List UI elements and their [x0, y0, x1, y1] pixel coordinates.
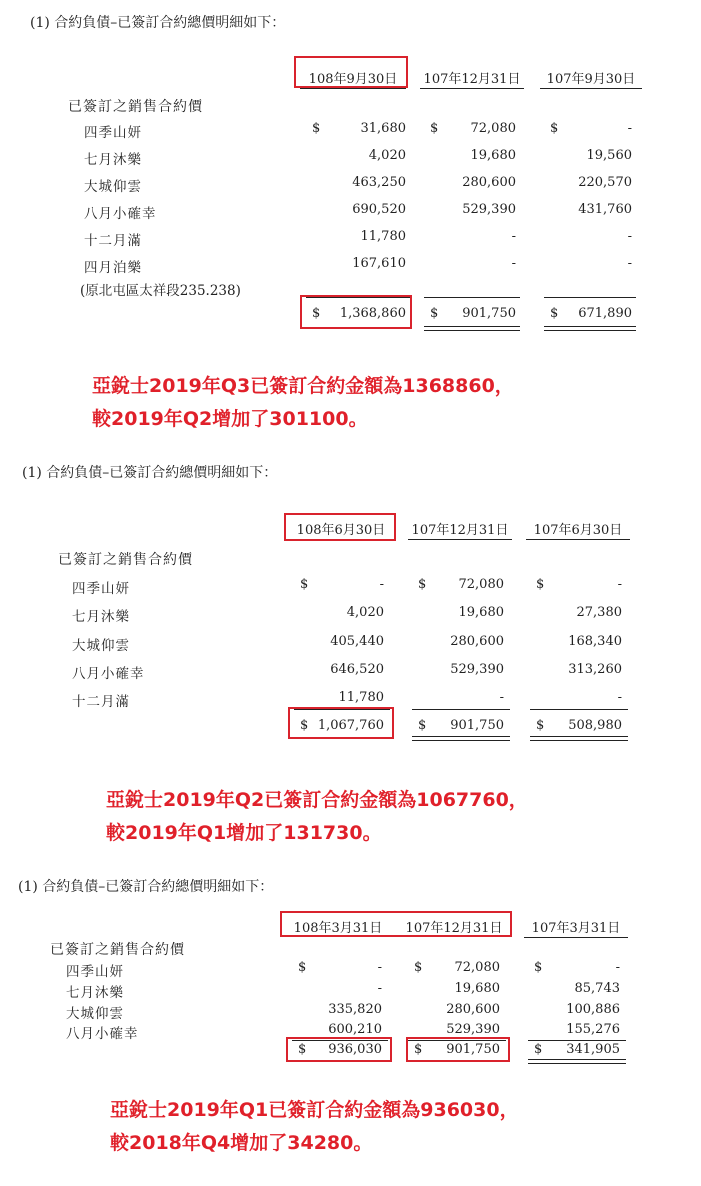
column-header-3: 107年3月31日	[524, 917, 628, 938]
currency-symbol: $	[550, 121, 559, 136]
group-label: 已簽訂之銷售合約價	[58, 552, 193, 568]
row-label: 四季山妍	[66, 964, 124, 980]
column-header-1: 108年6月30日	[288, 519, 394, 540]
section-heading: (1) 合約負債–已簽訂合約總價明細如下：	[22, 465, 278, 481]
cell-value: -	[627, 256, 632, 271]
cell-value: 4,020	[368, 148, 406, 163]
row-label: 八月小確幸	[84, 206, 157, 222]
value-cell	[412, 1002, 504, 1022]
row-label: 七月沐樂	[66, 985, 124, 1001]
currency-symbol: $	[430, 121, 439, 136]
cell-value: 155,276	[566, 1022, 620, 1037]
total-value: 936,030	[328, 1042, 382, 1057]
annotation-line: 亞銳士2019年Q1已簽訂合約金額為936030，	[110, 1099, 519, 1121]
cell-value: -	[377, 960, 382, 975]
cell-value: -	[499, 690, 504, 705]
value-cell	[532, 1002, 624, 1022]
row-label: 四月泊樂	[84, 260, 142, 276]
column-header-1: 108年3月31日	[293, 921, 383, 936]
table-row	[0, 981, 701, 1001]
cell-value: 27,380	[576, 605, 622, 620]
cell-value: 313,260	[568, 662, 622, 677]
annotation-line: 較2019年Q1增加了131730。	[106, 822, 382, 844]
column-header-1: 108年9月30日	[300, 68, 406, 89]
currency-symbol: $	[300, 718, 309, 733]
cell-value: 72,080	[470, 121, 516, 136]
cell-value: 529,390	[462, 202, 516, 217]
cell-value: 168,340	[568, 634, 622, 649]
currency-symbol: $	[550, 306, 559, 321]
value-cell	[296, 1002, 386, 1022]
cell-value: 690,520	[352, 202, 406, 217]
column-header-3: 107年6月30日	[526, 519, 630, 540]
row-label: 八月小確幸	[66, 1026, 139, 1042]
cell-value: 11,780	[360, 229, 406, 244]
currency-symbol: $	[414, 1042, 423, 1057]
annotation-line: 較2019年Q2增加了301100。	[92, 408, 368, 430]
cell-value: 72,080	[454, 960, 500, 975]
cell-value: -	[615, 960, 620, 975]
cell-value: 280,600	[446, 1002, 500, 1017]
value-cell	[296, 960, 386, 980]
column-header-2: 107年12月31日	[408, 519, 512, 540]
cell-value: -	[627, 229, 632, 244]
currency-symbol: $	[536, 577, 545, 592]
group-label: 已簽訂之銷售合約價	[50, 942, 185, 958]
row-label: 四季山妍	[72, 581, 130, 597]
table-row	[0, 1002, 701, 1022]
annotation-text	[110, 1094, 519, 1160]
highlight-box-total	[406, 1037, 510, 1062]
cell-value: -	[377, 981, 382, 996]
currency-symbol: $	[414, 960, 423, 975]
highlight-box-total	[286, 1037, 392, 1062]
cell-value: 85,743	[574, 981, 620, 996]
cell-value: 220,570	[578, 175, 632, 190]
annotation-line: 較2018年Q4增加了34280。	[110, 1132, 373, 1154]
cell-value: 11,780	[338, 690, 384, 705]
total-value: 1,368,860	[339, 306, 406, 321]
row-label: 大城仰雲	[66, 1006, 124, 1022]
column-header-2: 107年12月31日	[405, 921, 503, 936]
cell-value: 529,390	[450, 662, 504, 677]
total-value: 901,750	[462, 306, 516, 321]
total-value: 901,750	[446, 1042, 500, 1057]
cell-value: 463,250	[352, 175, 406, 190]
section-heading: (1) 合約負債–已簽訂合約總價明細如下：	[30, 15, 286, 31]
currency-symbol: $	[418, 718, 427, 733]
cell-value: 280,600	[462, 175, 516, 190]
cell-value: 19,560	[586, 148, 632, 163]
cell-value: -	[617, 577, 622, 592]
cell-value: 19,680	[458, 605, 504, 620]
row-label: 四季山妍	[84, 125, 142, 141]
cell-value: -	[617, 690, 622, 705]
row-label: (原北屯區太祥段235.238)	[80, 283, 241, 299]
section-heading: (1) 合約負債–已簽訂合約總價明細如下：	[18, 879, 274, 895]
cell-value: 167,610	[352, 256, 406, 271]
cell-value: 405,440	[330, 634, 384, 649]
cell-value: 600,210	[328, 1022, 382, 1037]
currency-symbol: $	[534, 1042, 543, 1057]
row-label: 十二月滿	[84, 233, 142, 249]
cell-value: 280,600	[450, 634, 504, 649]
currency-symbol: $	[298, 960, 307, 975]
cell-value: 4,020	[346, 605, 384, 620]
total-value: 341,905	[566, 1042, 620, 1057]
cell-value: 31,680	[360, 121, 406, 136]
cell-value: 19,680	[470, 148, 516, 163]
row-label: 十二月滿	[72, 694, 130, 710]
cell-value: 72,080	[458, 577, 504, 592]
total-value: 1,067,760	[317, 718, 384, 733]
currency-symbol: $	[312, 306, 321, 321]
currency-symbol: $	[430, 306, 439, 321]
value-cell	[532, 1022, 624, 1042]
total-value: 671,890	[578, 306, 632, 321]
cell-value: -	[379, 577, 384, 592]
row-label: 七月沐樂	[84, 152, 142, 168]
cell-value: 100,886	[566, 1002, 620, 1017]
currency-symbol: $	[536, 718, 545, 733]
row-label: 七月沐樂	[72, 609, 130, 625]
total-value: 901,750	[450, 718, 504, 733]
annotation-line: 亞銳士2019年Q2已簽訂合約金額為1067760，	[106, 789, 528, 811]
value-cell	[532, 960, 624, 980]
currency-symbol: $	[300, 577, 309, 592]
group-label: 已簽訂之銷售合約價	[68, 99, 203, 115]
cell-value: 529,390	[446, 1022, 500, 1037]
row-label: 八月小確幸	[72, 666, 145, 682]
total-value: 508,980	[568, 718, 622, 733]
currency-symbol: $	[312, 121, 321, 136]
row-label: 大城仰雲	[84, 179, 142, 195]
currency-symbol: $	[534, 960, 543, 975]
value-cell	[412, 960, 504, 980]
value-cell	[412, 981, 504, 1001]
column-header-2: 107年12月31日	[420, 68, 524, 89]
cell-value: -	[511, 229, 516, 244]
cell-value: 431,760	[578, 202, 632, 217]
table-row	[0, 960, 701, 980]
currency-symbol: $	[298, 1042, 307, 1057]
annotation-line: 亞銳士2019年Q3已簽訂合約金額為1368860，	[92, 375, 514, 397]
value-cell	[296, 981, 386, 1001]
highlight-box-header	[280, 911, 512, 937]
cell-value: 646,520	[330, 662, 384, 677]
cell-value: 335,820	[328, 1002, 382, 1017]
cell-value: -	[511, 256, 516, 271]
cell-value: 19,680	[454, 981, 500, 996]
cell-value: -	[627, 121, 632, 136]
currency-symbol: $	[418, 577, 427, 592]
column-header-3: 107年9月30日	[540, 68, 642, 89]
subtotal-line	[528, 1040, 626, 1041]
value-cell	[532, 981, 624, 1001]
row-label: 大城仰雲	[72, 638, 130, 654]
total-double-line	[528, 1059, 626, 1064]
